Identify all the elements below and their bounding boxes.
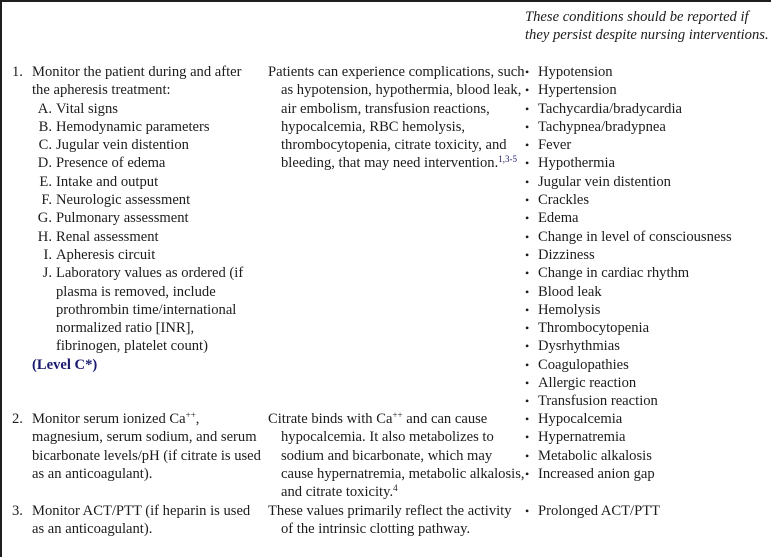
item-number: 3. xyxy=(12,503,23,519)
reference-link[interactable]: 4 xyxy=(393,483,398,494)
bullet-icon: • xyxy=(525,376,530,391)
list-item: • Tachycardia/bradycardia xyxy=(525,100,683,117)
list-item: • Edema xyxy=(525,210,579,227)
list-item: • Change in level of consciousness xyxy=(525,228,732,245)
rationale-text: Patients can experience complications, such as hypotension, hypothermia, blood leak, air embolism, transfusion reactions, hypocalcemia, RBC hemolysis, thrombocytopenia, citrate toxicity, and bleeding, that may need intervention. xyxy=(268,64,525,172)
bullet-icon: • xyxy=(525,394,530,409)
row-2-rationale: Citrate binds with Ca++ and can cause hypocalcemia. It also metabolizes to sodium and bicarbonate, which may cause hypernatremia, metabolic alkalosis, and citrate toxicity.$^4$ xyxy=(268,410,525,501)
assessment-sublist xyxy=(32,100,262,356)
row-1-action xyxy=(12,63,262,374)
list-item: • Prolonged ACT/PTT xyxy=(525,503,661,519)
bullet-icon: • xyxy=(525,247,530,262)
row-3-report xyxy=(525,502,771,520)
row-3-action xyxy=(12,502,262,539)
list-item: • Jugular vein distention xyxy=(525,173,671,190)
list-item: • Hypotension xyxy=(525,64,613,80)
list-item: • Dizziness xyxy=(525,246,595,263)
bullet-icon: • xyxy=(525,83,530,98)
bullet-icon: • xyxy=(525,466,530,481)
list-item: • Fever xyxy=(525,137,572,154)
report-conditions-list xyxy=(525,502,771,520)
bullet-icon: • xyxy=(525,357,530,372)
list-item: • Increased anion gap xyxy=(525,465,655,482)
item-number: 2. xyxy=(12,411,23,427)
sublist-item: D. Presence of edema xyxy=(37,155,166,172)
item-number: 1. xyxy=(12,64,23,80)
bullet-icon: • xyxy=(525,211,530,226)
sublist-item: J. Laboratory values as ordered (if plasma is removed, include prothrombin time/international normalized ratio [INR], fibrinogen, platelet count) xyxy=(42,265,244,355)
row-2-action xyxy=(12,410,262,483)
sublist-item: I. Apheresis circuit xyxy=(43,246,156,263)
list-item: • Transfusion reaction xyxy=(525,393,658,410)
bullet-icon: • xyxy=(525,101,530,116)
list-item: • Hypernatremia xyxy=(525,429,626,446)
bullet-icon: • xyxy=(525,65,530,79)
sublist-item: F. Neurologic assessment xyxy=(41,192,191,209)
reference-link[interactable]: 1,3-5 xyxy=(498,154,517,165)
bullet-icon: • xyxy=(525,284,530,299)
list-item: • Tachypnea/bradypnea xyxy=(525,118,666,135)
row-1-report xyxy=(525,63,771,411)
list-item: • Coagulopathies xyxy=(525,356,629,373)
row-1-rationale xyxy=(268,63,526,173)
action-text: Monitor ACT/PTT (if heparin is used as an anticoagulant). xyxy=(32,503,251,538)
sublist-item: B. Hemodynamic parameters xyxy=(38,118,210,135)
sublist-item: E. Intake and output xyxy=(39,173,159,190)
list-item: • Crackles xyxy=(525,192,590,209)
sublist-item: A. Vital signs xyxy=(37,100,118,117)
bullet-icon: • xyxy=(525,504,530,518)
bullet-icon: • xyxy=(525,430,530,445)
sublist-item: G. Pulmonary assessment xyxy=(37,210,189,227)
list-item: • Hypothermia xyxy=(525,155,616,172)
bullet-icon: • xyxy=(525,302,530,317)
action-text: Monitor the patient during and after the apheresis treatment: xyxy=(32,64,242,99)
action-text: Monitor serum ionized Ca++, magnesium, serum sodium, and serum bicarbonate levels/pH (if citrate is used as an anticoagulant). xyxy=(32,410,261,482)
bullet-icon: • xyxy=(525,412,530,426)
list-item: • Metabolic alkalosis xyxy=(525,447,652,464)
list-item: • Hemolysis xyxy=(525,301,601,318)
bullet-icon: • xyxy=(525,321,530,336)
list-item: • Change in cardiac rhythm xyxy=(525,265,690,282)
row-3-rationale: These values primarily reflect the activity of the intrinsic clotting pathway. xyxy=(268,503,512,538)
bullet-icon: • xyxy=(525,156,530,171)
row-2-report xyxy=(525,410,771,483)
list-item: • Hypertension xyxy=(525,82,617,99)
report-conditions-list xyxy=(525,410,771,483)
bullet-icon: • xyxy=(525,174,530,189)
bullet-icon: • xyxy=(525,339,530,354)
sublist-item: C. Jugular vein distention xyxy=(38,137,189,154)
list-item: • Thrombocytopenia xyxy=(525,320,650,337)
bullet-icon: • xyxy=(525,229,530,244)
sublist-item: H. Renal assessment xyxy=(37,228,159,245)
report-conditions-list xyxy=(525,63,771,411)
bullet-icon: • xyxy=(525,193,530,208)
bullet-icon: • xyxy=(525,266,530,281)
list-item: • Dysrhythmias xyxy=(525,338,620,355)
list-item: • Hypocalcemia xyxy=(525,411,623,427)
bullet-icon: • xyxy=(525,448,530,463)
bullet-icon: • xyxy=(525,138,530,153)
bullet-icon: • xyxy=(525,119,530,134)
list-item: • Allergic reaction xyxy=(525,375,637,392)
report-conditions-note: These conditions should be reported if they persist despite nursing interventions. xyxy=(525,9,769,43)
list-item: • Blood leak xyxy=(525,283,602,300)
evidence-level-link[interactable]: (Level C*) xyxy=(32,356,98,373)
